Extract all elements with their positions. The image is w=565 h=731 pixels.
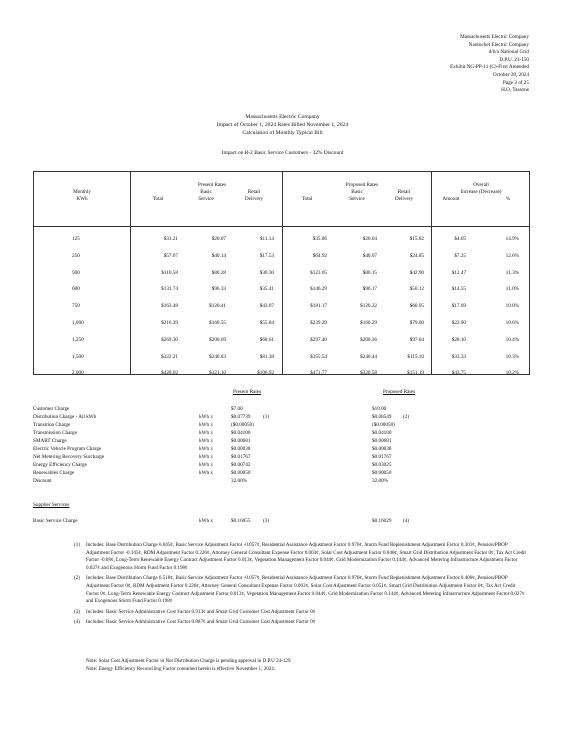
table-header-rule <box>34 226 529 227</box>
table-cell: $97.04 <box>409 336 424 343</box>
rate-unit: kWh x <box>199 446 213 452</box>
kwh-cell: 125 <box>72 236 80 242</box>
rate-unit: kWh x <box>199 414 213 420</box>
rate-unit: kWh x <box>199 430 213 436</box>
table-cell: $14.55 <box>451 286 466 293</box>
footnote: Note: Solar Cost Adjustment Factor in Net Distribution Charge is pending approval in D.P.U 24-129 <box>86 658 291 664</box>
table-cell: $80.28 <box>211 269 226 276</box>
present-rates-group: Present Rates <box>197 182 227 188</box>
overall-group <box>431 182 531 196</box>
rate-row <box>33 414 533 422</box>
rate-label: Transition Charge <box>33 422 71 428</box>
basic-label: Basic <box>351 189 363 195</box>
rate-note <box>74 542 529 572</box>
present-rate-value: $0.07739 <box>231 414 251 420</box>
table-cell: $151.19 <box>407 370 424 377</box>
table-cell: $355.54 <box>310 353 327 360</box>
present-rate-value: $0.04100 <box>231 430 251 436</box>
table-cell: $40.07 <box>362 252 377 259</box>
basic-service-present: $0.16055 <box>231 518 251 524</box>
present-retail-delivery-header <box>234 189 274 203</box>
impact-title: Impact of October 1, 2024 Rates Billed November 1, 2024 <box>216 122 349 128</box>
table-divider <box>282 172 283 374</box>
basic-label: Basic <box>200 189 212 195</box>
note-text: Includes: Basic Service Administrative Cost Factor 0.887¢ and Smart Grid Customer Cost Adjustment Factor 0¢ <box>86 619 316 626</box>
table-cell: 10.3% <box>505 353 519 360</box>
retail-label: Retail <box>247 189 261 195</box>
header-line: Page 3 of 25 <box>502 79 529 86</box>
table-cell: $80.15 <box>362 269 377 276</box>
rate-row <box>33 478 533 486</box>
table-cell: $297.40 <box>310 336 327 343</box>
proposed-rates-group: Proposed Rates <box>345 182 379 188</box>
delivery-label: Delivery <box>244 196 264 202</box>
table-cell: $181.17 <box>310 303 327 310</box>
table-cell: $240.83 <box>209 353 226 360</box>
table-cell: 10.6% <box>505 320 519 326</box>
basic-service-row <box>33 518 533 526</box>
table-cell: $35.86 <box>312 236 327 242</box>
rate-notes <box>74 542 529 630</box>
typical-bill-table <box>33 171 530 375</box>
table-cell: $22.90 <box>451 320 466 326</box>
rate-label: Customer Charge <box>33 406 70 412</box>
table-cell: $15.82 <box>409 236 424 242</box>
rate-row <box>33 470 533 478</box>
table-cell: $96.17 <box>362 286 377 293</box>
table-cell: $68.61 <box>259 336 274 343</box>
rate-row <box>33 430 533 438</box>
table-cell: $216.39 <box>161 320 178 326</box>
present-rate-value: $7.00 <box>231 406 243 412</box>
calculation-title: Calculation of Monthly Typical Bill <box>242 130 323 136</box>
kwh-cell: 2,000 <box>72 370 84 377</box>
rate-note <box>74 609 529 617</box>
table-cell: $239.29 <box>310 320 327 326</box>
present-total-header: Total <box>152 196 164 202</box>
table-cell: $146.29 <box>310 286 327 293</box>
kwh-cell: 1,000 <box>72 320 84 326</box>
present-rate-value: 32.00% <box>231 478 247 484</box>
document-titles <box>0 113 565 137</box>
header-line: H.O, Tassone <box>501 87 529 94</box>
rate-row <box>33 462 533 470</box>
proposed-rate-value: 32.00% <box>372 478 388 484</box>
present-rates-header: Present Rates <box>233 389 262 395</box>
rate-label: Transmission Charge <box>33 430 77 436</box>
proposed-retail-delivery-header <box>384 189 424 203</box>
header-line: Exhibit NG-PP-11 (C)-First Amended <box>450 64 529 71</box>
note-text: Includes: Basic Service Administrative Cost Factor 0.913¢ and Smart Grid Customer Cost Adjustment Factor 0¢ <box>86 608 316 615</box>
proposed-rate-value: $0.04100 <box>372 430 392 436</box>
rate-unit: kWh x <box>199 454 213 460</box>
table-cell: 10.8% <box>505 303 519 310</box>
rate-label: Energy Efficiency Charge <box>33 462 87 468</box>
table-cell: $40.14 <box>211 252 226 259</box>
proposed-rate-value: ($0.00050) <box>372 422 395 428</box>
table-cell: $43.07 <box>259 303 274 310</box>
table-cell: $322.21 <box>161 353 178 360</box>
table-cell: 11.3% <box>505 269 519 276</box>
proposed-basic-service-header <box>337 189 377 203</box>
table-cell: $106.92 <box>257 370 274 377</box>
proposed-rate-value: $0.00050 <box>372 470 392 476</box>
retail-label: Retail <box>397 189 411 195</box>
kwh-cell: 1,500 <box>72 353 84 360</box>
basic-service-unit: kWh x <box>199 518 213 524</box>
table-cell: $17.69 <box>451 303 466 310</box>
rate-row <box>33 422 533 430</box>
col-monthly-label: Monthly <box>73 189 91 195</box>
kwh-cell: 500 <box>72 269 80 276</box>
rate-unit: kWh x <box>199 422 213 428</box>
overall-label: Overall <box>473 182 489 188</box>
table-cell: $7.25 <box>454 252 466 259</box>
table-cell: $4.65 <box>454 236 466 242</box>
table-cell: $200.69 <box>209 336 226 343</box>
header-line: d/b/a National Grid <box>488 49 529 56</box>
present-rate-value: $0.00742 <box>231 462 251 468</box>
proposed-total-header: Total <box>301 196 313 202</box>
col-header-monthly <box>34 189 130 203</box>
table-cell: 10.4% <box>505 336 519 343</box>
table-cell: $55.84 <box>259 320 274 326</box>
present-basic-service-header <box>186 189 226 203</box>
table-cell: $31.21 <box>163 236 178 242</box>
table-cell: $110.58 <box>161 269 178 276</box>
pct-header: % <box>505 196 511 202</box>
proposed-rate-value: $0.00681 <box>372 438 392 444</box>
footnote: Note: Energy Efficiency Reconciling Factor contained herein is effective November 1, 2024. <box>86 666 276 672</box>
rate-row <box>33 406 533 414</box>
header-line: Massachusetts Electric Company <box>460 34 529 40</box>
table-cell: $160.55 <box>209 320 226 326</box>
rate-label: Distribution Charge - All kWh <box>33 414 97 420</box>
table-cell: $24.85 <box>409 252 424 259</box>
footnotes <box>86 657 291 673</box>
rate-label: Electric Vehicle Program Charge <box>33 446 102 452</box>
table-cell: $321.10 <box>209 370 226 377</box>
table-cell: $160.29 <box>360 320 377 326</box>
table-cell: $33.33 <box>451 353 466 360</box>
table-cell: $60.95 <box>409 303 424 310</box>
impact-subtitle: Impact on R-2 Basic Service Customers - 32% Discount <box>221 150 344 156</box>
table-cell: $120.22 <box>360 303 377 310</box>
present-rate-value: $0.00050 <box>231 470 251 476</box>
note-number: (1) <box>74 542 80 548</box>
table-cell: $42.90 <box>409 269 424 276</box>
header-line: Nantucket Electric Company <box>468 41 529 48</box>
table-cell: 12.6% <box>505 252 519 259</box>
note-number: (3) <box>74 608 80 615</box>
header-line: D.P.U. 23-150 <box>499 56 529 63</box>
table-cell: 11.0% <box>505 286 519 293</box>
present-rate-value: ($0.00050) <box>231 422 254 428</box>
basic-service-proposed-note: (4) <box>403 518 410 524</box>
table-cell: $50.12 <box>409 286 424 293</box>
basic-service-proposed: $0.16029 <box>372 518 392 524</box>
table-cell: $28.10 <box>451 336 466 343</box>
table-cell: $81.38 <box>259 353 274 360</box>
proposed-rate-value: $0.03025 <box>372 462 392 468</box>
service-label: Service <box>198 196 214 202</box>
rate-label: Discount <box>33 478 52 484</box>
table-cell: 10.2% <box>505 370 519 377</box>
proposed-rate-value: $10.00 <box>372 406 387 412</box>
proposed-rate-value: $0.08549 <box>372 414 392 420</box>
rate-unit: kWh x <box>199 470 213 476</box>
table-cell: $12.47 <box>451 269 466 276</box>
present-rate-value: $0.01767 <box>231 454 251 460</box>
table-cell: $11.14 <box>259 236 274 242</box>
table-cell: 14.9% <box>505 236 519 242</box>
table-cell: $471.77 <box>310 370 327 377</box>
table-cell: $428.02 <box>161 370 178 377</box>
table-cell: $30.30 <box>259 269 274 276</box>
supplier-services-header: Supplier Services <box>33 502 70 508</box>
table-cell: $57.67 <box>163 252 178 259</box>
kwh-cell: 250 <box>72 252 80 259</box>
delivery-label: Delivery <box>394 196 414 202</box>
table-cell: $20.04 <box>362 236 377 242</box>
rate-row <box>33 446 533 454</box>
table-cell: $240.44 <box>360 353 377 360</box>
table-cell: $20.07 <box>211 236 226 242</box>
rate-row <box>33 454 533 462</box>
rate-label: Net Metering Recovery Surcharge <box>33 454 105 460</box>
amount-header: Amount <box>442 196 460 202</box>
present-rate-value: $0.00038 <box>231 446 251 452</box>
present-rate-note: (1) <box>263 414 270 420</box>
table-cell: $43.75 <box>451 370 466 377</box>
rate-unit: kWh x <box>199 462 213 468</box>
kwh-cell: 750 <box>72 303 80 310</box>
table-cell: $96.33 <box>211 286 226 293</box>
document-header <box>450 34 529 95</box>
rate-label: Renewables Charge <box>33 470 75 476</box>
table-cell: $163.48 <box>161 303 178 310</box>
rate-label: SMART Charge <box>33 438 67 444</box>
table-divider <box>130 172 131 374</box>
table-cell: $79.00 <box>409 320 424 326</box>
rate-note <box>74 619 529 627</box>
table-cell: $64.92 <box>312 252 327 259</box>
table-cell: $269.30 <box>161 336 178 343</box>
table-cell: $17.53 <box>259 252 274 259</box>
rate-row <box>33 438 533 446</box>
note-number: (4) <box>74 619 80 626</box>
kwh-cell: 1,250 <box>72 336 84 343</box>
kwh-cell: 600 <box>72 286 80 293</box>
service-label: Service <box>349 196 365 202</box>
note-text: Includes: Base Distribution Charge 6.518¢, Basic Service Adjustment Factor -0.057¢, Residential Assistance Adjustment Factor 0.976¢, Storm Fund Replenishment Adjustment Factor 0.406¢, Pension/PBOP Adjustment Factor 0¢, RDM Adjustment Factor 0.226¢, Attorney General Consultant Expense Factor 0.003¢, Solar Cost Adjustment Factor 0.051¢, Smart Grid Distribution Adjustment Factor 0¢, Tax Act Credit Factor 0¢, Long-Term Renewable Energy Contract Adjustment Factor 0.013¢, Vegetation Management Factor 0.044¢, Grid Modernization Factor 0.144¢, Advanced Metering Infrastructure Adjustment Factor 0.027¢ and Exogenous Storm Fund Factor 0.198¢ <box>86 575 525 605</box>
note-number: (2) <box>74 575 80 582</box>
col-kwh-label: KWh <box>76 196 88 202</box>
proposed-rate-value: $0.01767 <box>372 454 392 460</box>
header-line: October 28, 2024 <box>492 71 529 78</box>
increase-decrease-label: Increase (Decrease) <box>460 189 502 195</box>
proposed-rate-note: (2) <box>403 414 410 420</box>
table-cell: $35.41 <box>259 286 274 293</box>
present-rate-value: $0.00681 <box>231 438 251 444</box>
table-cell: $200.36 <box>360 336 377 343</box>
table-cell: $123.05 <box>310 269 327 276</box>
table-cell: $120.41 <box>209 303 226 310</box>
rate-unit: kWh x <box>199 438 213 444</box>
table-cell: $131.74 <box>161 286 178 293</box>
table-cell: $320.58 <box>360 370 377 377</box>
proposed-rates-header: Proposed Rates <box>383 389 416 395</box>
rate-note <box>74 575 529 605</box>
basic-service-label: Basic Service Charge <box>33 518 78 524</box>
basic-service-present-note: (3) <box>263 518 270 524</box>
company-title: Massachusetts Electric Company <box>245 114 320 120</box>
note-text: Includes: Base Distribution Charge 6.045¢, Basic Service Adjustment Factor -0.057¢, Residential Assistance Adjustment Factor 0.976¢, Storm Fund Replenishment Adjustment Factor 0.301¢, Pension/PBOP Adjustment Factor -0.145¢, RDM Adjustment Factor 0.226¢, Attorney General Consultant Expense Factor 0.003¢, Solar Cost Adjustment Factor 0.046¢, Smart Grid Distribution Adjustment Factor 0¢, Tax Act Credit Factor -0.08¢, Long-Term Renewable Energy Contract Adjustment Factor 0.013¢, Vegetation Management Factor 0.044¢, Grid Modernization Factor 0.144¢, Advanced Metering Infrastructure Adjustment Factor 0.027¢ and Exogenous Storm Fund Factor 0.198¢ <box>86 542 526 571</box>
proposed-rate-value: $0.00038 <box>372 446 392 452</box>
table-cell: $115.10 <box>407 353 424 360</box>
